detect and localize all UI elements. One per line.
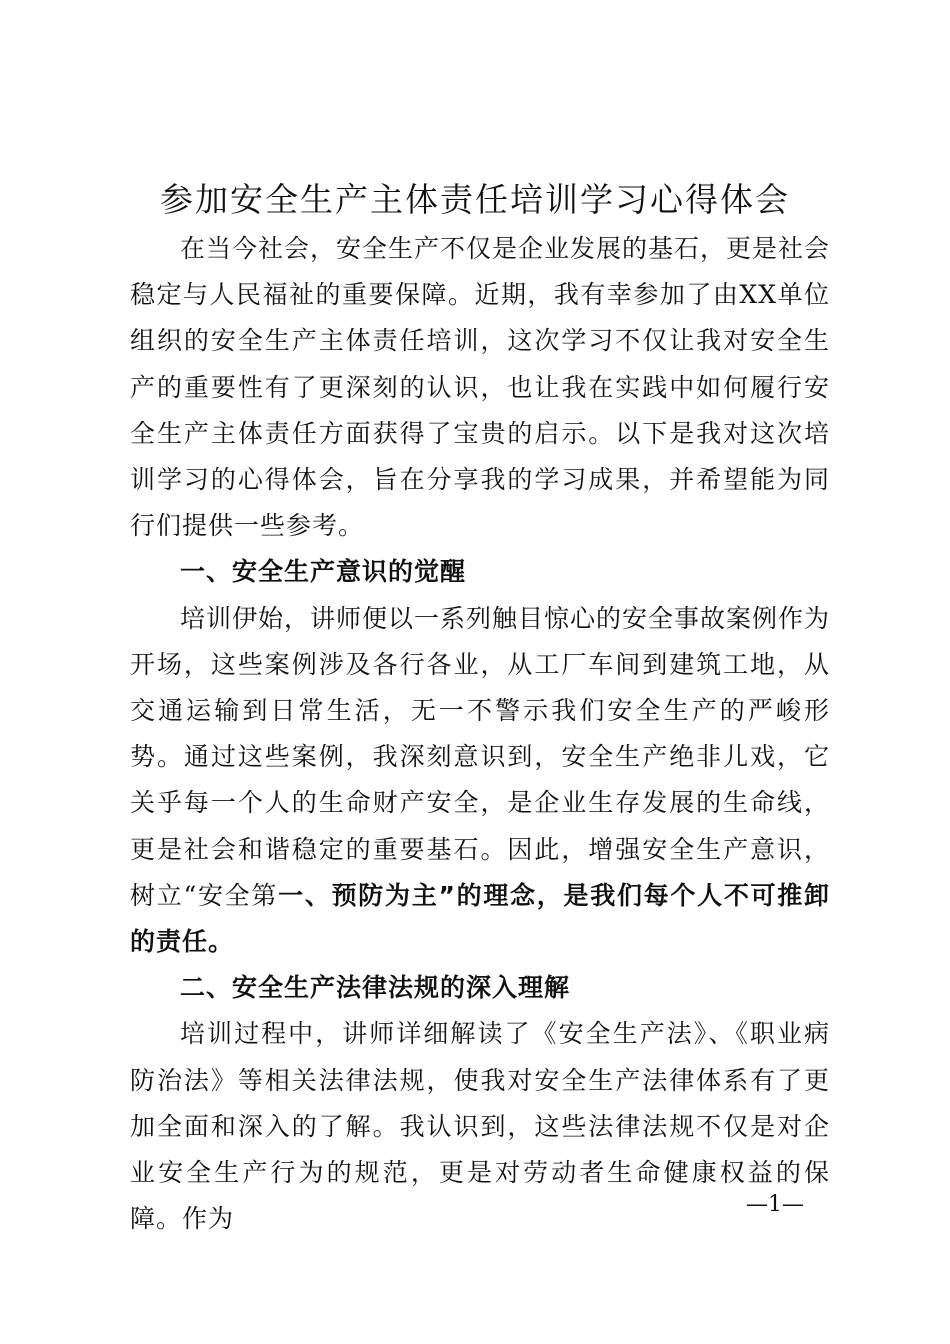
document-body — [130, 226, 830, 1242]
section-1-heading: 一、安全生产意识的觉醒 — [180, 557, 467, 587]
document-title: 参加安全生产主体责任培训学习心得体会 — [160, 180, 790, 219]
section-1-paragraph — [130, 596, 830, 966]
section-2-paragraph: 培训过程中，讲师详细解读了《安全生产法》、《职业病防治法》等相关法律法规，使我对安全生产法律体系有了更加全面和深入的了解。我认识到，这些法律法规不仅是对企业安全生产行为的规范，更是对劳动者生命健康权益的保障。作为 — [130, 1019, 830, 1234]
intro-paragraph: 在当今社会，安全生产不仅是企业发展的基石，更是社会稳定与人民福祉的重要保障。近期，我有幸参加了由XX单位组织的安全生产主体责任培训，这次学习不仅让我对安全生产的重要性有了更深刻的认识，也让我在实践中如何履行安全生产主体责任方面获得了宝贵的启示。以下是我对这次培训学习的心得体会，旨在分享我的学习成果，并希望能为同行们提供一些参考。 — [130, 234, 831, 541]
page-number: —1— — [746, 1192, 804, 1217]
section-2-heading: 二、安全生产法律法规的深入理解 — [180, 973, 571, 1003]
section-1-text: 培训伊始，讲师便以一系列触目惊心的安全事故案例作为开场，这些案例涉及各行各业，从工厂车间到建筑工地，从交通运输到日常生活，无一不警示我们安全生产的严峻形势。通过这些案例，我深刻意识到，安全生产绝非儿戏，它关乎每一个人的生命财产安全，是企业生存发展的生命线，更是社会和谐稳定的重要基石。因此，增强安全生产意识，树立“安全第 — [130, 603, 831, 910]
section-1-bold-text: 一、预防为主”的理念，是我们每个人不可推卸的责任。 — [130, 880, 831, 957]
